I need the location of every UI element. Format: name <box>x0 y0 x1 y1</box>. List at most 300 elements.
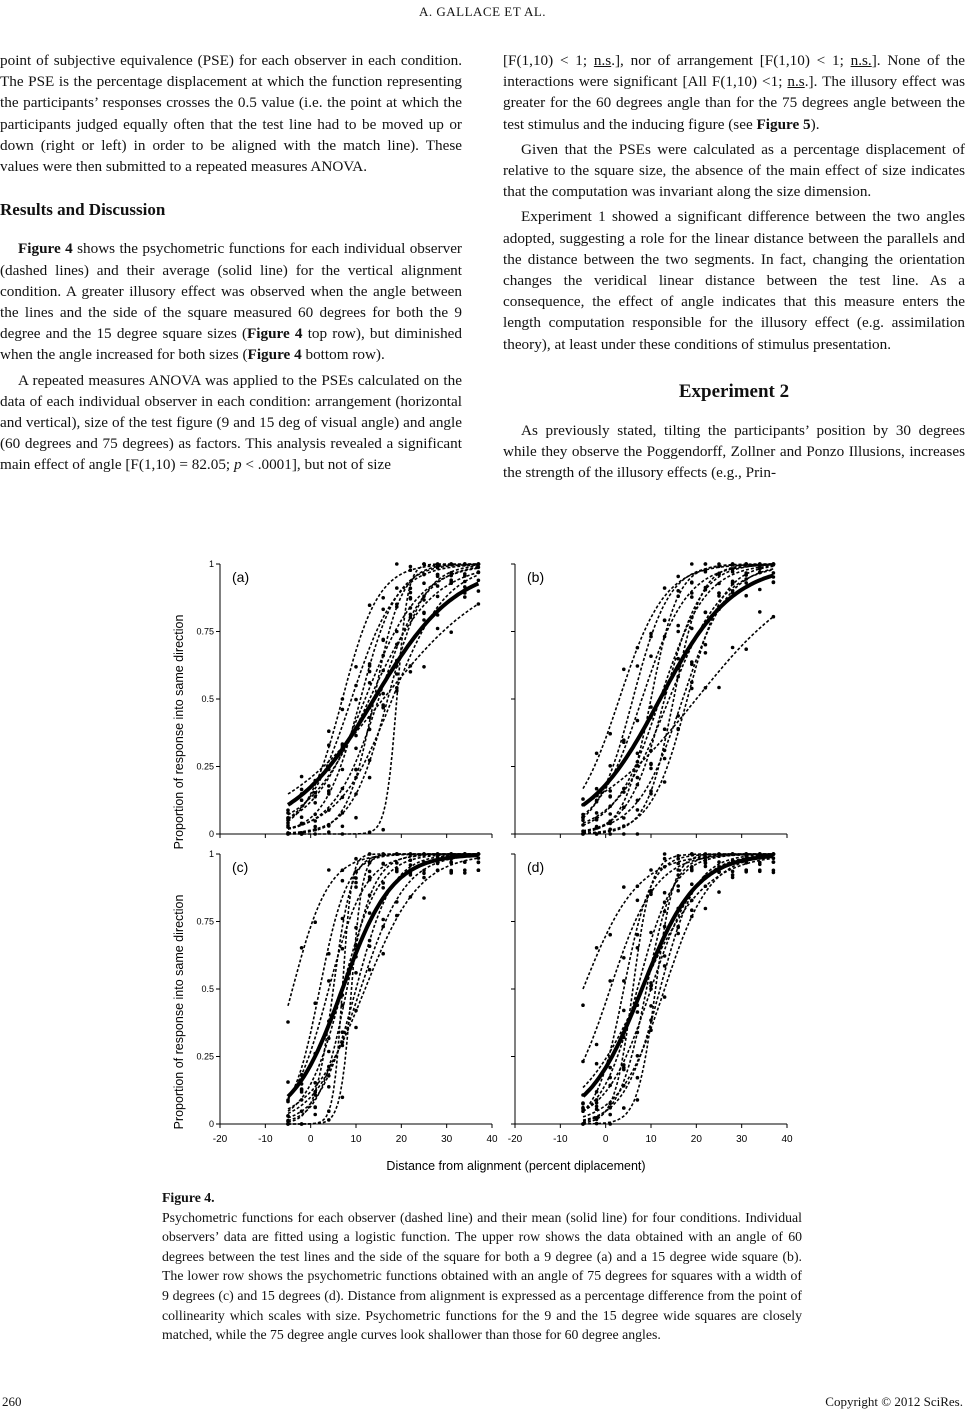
data-point <box>649 1018 653 1022</box>
data-point <box>622 885 626 889</box>
observer-curve <box>288 854 478 1118</box>
data-point <box>300 1109 304 1113</box>
data-point <box>608 812 612 816</box>
data-point <box>663 995 667 999</box>
observer-curve <box>583 566 773 833</box>
data-point <box>636 776 640 780</box>
data-point <box>704 907 708 911</box>
x-tick-label: 10 <box>350 1134 362 1145</box>
data-point <box>595 787 599 791</box>
data-point <box>368 830 372 834</box>
data-point <box>649 635 653 639</box>
data-point <box>758 567 762 571</box>
data-point <box>622 824 626 828</box>
data-point <box>327 743 331 747</box>
data-point <box>381 852 385 856</box>
data-point <box>663 749 667 753</box>
figure-ref[interactable]: Figure 4 <box>18 240 73 258</box>
x-tick-label: 0 <box>307 1134 314 1145</box>
data-point <box>676 624 680 628</box>
observer-curve <box>583 566 773 826</box>
data-point <box>690 865 694 869</box>
text-span: ). <box>810 115 820 133</box>
data-point <box>636 1098 640 1102</box>
data-point <box>300 775 304 779</box>
data-point <box>636 832 640 836</box>
data-point <box>622 1084 626 1088</box>
data-point <box>327 868 331 872</box>
data-point <box>436 584 440 588</box>
data-point <box>327 824 331 828</box>
x-tick-label: -20 <box>507 1134 523 1145</box>
data-point <box>622 979 626 983</box>
observer-curve <box>288 854 478 1121</box>
data-point <box>409 664 413 668</box>
copyright: Copyright © 2012 SciRes. <box>825 1394 963 1409</box>
data-point <box>341 947 345 951</box>
data-point <box>381 862 385 866</box>
data-point <box>354 881 358 885</box>
data-point <box>436 574 440 578</box>
data-point <box>690 660 694 664</box>
data-point <box>704 643 708 647</box>
data-point <box>581 1060 585 1064</box>
data-point <box>313 1001 317 1005</box>
data-point <box>381 918 385 922</box>
data-point <box>608 933 612 937</box>
data-point <box>758 588 762 592</box>
data-point <box>354 684 358 688</box>
data-point <box>313 920 317 924</box>
data-point <box>422 665 426 669</box>
data-point <box>704 562 708 566</box>
paragraph <box>0 238 462 365</box>
data-point <box>313 825 317 829</box>
data-point <box>704 865 708 869</box>
observer-curve <box>288 854 478 1098</box>
data-point <box>381 692 385 696</box>
data-point <box>354 665 358 669</box>
observer-curve <box>288 856 478 1114</box>
data-point <box>581 797 585 801</box>
observer-curve <box>583 854 773 1111</box>
data-point <box>636 1054 640 1058</box>
data-point <box>341 768 345 772</box>
data-point <box>636 764 640 768</box>
data-point <box>409 895 413 899</box>
data-point <box>422 871 426 875</box>
data-point <box>581 813 585 817</box>
data-point <box>313 832 317 836</box>
data-point <box>595 1043 599 1047</box>
right-column <box>503 50 965 488</box>
paragraph <box>503 50 965 135</box>
data-point <box>422 594 426 598</box>
data-point <box>595 946 599 950</box>
data-point <box>449 581 453 585</box>
data-point <box>744 594 748 598</box>
text-span: top row), but diminished when the angle increased for both sizes ( <box>0 325 462 364</box>
data-point <box>368 939 372 943</box>
data-point <box>581 1107 585 1111</box>
data-point <box>381 669 385 673</box>
data-point <box>772 615 776 619</box>
y-tick-label: 0.25 <box>196 1051 214 1062</box>
data-point <box>341 832 345 836</box>
data-point <box>649 763 653 767</box>
data-point <box>676 884 680 888</box>
observer-curve <box>583 855 773 1121</box>
data-point <box>649 767 653 771</box>
panel-label: (c) <box>232 859 249 875</box>
data-point <box>731 562 735 566</box>
data-point <box>286 818 290 822</box>
data-point <box>595 752 599 756</box>
x-tick-label: 0 <box>602 1134 609 1145</box>
data-point <box>676 862 680 866</box>
data-point <box>676 589 680 593</box>
data-point <box>704 686 708 690</box>
data-point <box>717 686 721 690</box>
y-tick-label: 1 <box>208 559 214 569</box>
x-tick-label: -10 <box>258 1134 273 1145</box>
data-point <box>581 1122 585 1126</box>
data-point <box>608 1076 612 1080</box>
data-point <box>327 790 331 794</box>
text-span: < .0001], but not of size <box>241 456 391 474</box>
data-point <box>409 568 413 572</box>
data-point <box>368 664 372 668</box>
data-point <box>368 681 372 685</box>
data-point <box>758 563 762 567</box>
data-point <box>286 1020 290 1024</box>
y-tick-label: 1 <box>208 849 214 859</box>
x-tick-label: 40 <box>781 1134 793 1145</box>
data-point <box>354 734 358 738</box>
data-point <box>772 871 776 875</box>
data-point <box>300 788 304 792</box>
data-point <box>354 971 358 975</box>
data-point <box>436 595 440 599</box>
data-point <box>422 876 426 880</box>
ns-link: n.s. <box>850 52 872 69</box>
data-point <box>581 1003 585 1007</box>
data-point <box>758 863 762 867</box>
data-point <box>581 819 585 823</box>
data-point <box>608 1113 612 1117</box>
data-point <box>354 816 358 820</box>
data-point <box>300 815 304 819</box>
data-point <box>731 570 735 574</box>
data-point <box>622 1009 626 1013</box>
observer-curve <box>288 564 478 829</box>
x-tick-label: 10 <box>645 1134 657 1145</box>
data-point <box>676 728 680 732</box>
data-point <box>772 562 776 566</box>
data-point <box>649 931 653 935</box>
data-point <box>300 1090 304 1094</box>
data-point <box>690 562 694 566</box>
data-point <box>395 630 399 634</box>
data-point <box>477 861 481 865</box>
data-point <box>368 944 372 948</box>
data-point <box>663 857 667 861</box>
data-point <box>436 627 440 631</box>
data-point <box>341 917 345 921</box>
observer-curve <box>583 854 773 1122</box>
data-point <box>422 896 426 900</box>
data-point <box>772 860 776 864</box>
data-point <box>422 852 426 856</box>
data-point <box>663 954 667 958</box>
ns-link: n.s <box>787 73 805 91</box>
data-point <box>381 596 385 600</box>
data-point <box>595 799 599 803</box>
data-point <box>354 747 358 751</box>
data-point <box>300 1122 304 1126</box>
data-point <box>636 783 640 787</box>
data-point <box>341 1040 345 1044</box>
data-point <box>690 595 694 599</box>
data-point <box>608 832 612 836</box>
data-point <box>690 882 694 886</box>
data-point <box>704 570 708 574</box>
data-point <box>354 857 358 861</box>
data-point <box>395 852 399 856</box>
data-point <box>676 932 680 936</box>
x-tick-label: -10 <box>553 1134 568 1145</box>
x-axis-label: Distance from alignment (percent diplacement) <box>386 1159 646 1173</box>
data-point <box>395 605 399 609</box>
data-point <box>663 925 667 929</box>
data-point <box>622 806 626 810</box>
data-point <box>663 780 667 784</box>
data-point <box>758 610 762 614</box>
data-point <box>690 581 694 585</box>
data-point <box>636 664 640 668</box>
data-point <box>327 1085 331 1089</box>
data-point <box>463 871 467 875</box>
data-point <box>663 619 667 623</box>
italic-p: p <box>233 456 242 474</box>
data-point <box>409 565 413 569</box>
data-point <box>368 870 372 874</box>
data-point <box>422 562 426 566</box>
data-point <box>690 591 694 595</box>
text-span: A repeated measures ANOVA was applied to the PSEs calculated on the data of each individual observer in each condition: arrangement (horizontal and vertical), size of the test figure (9 and 15 deg of visual angle) and angle (60 degrees and 75 degrees) as factors. This analysis revealed a significant main effect of angle [F(1,10) = 82.05; <box>0 371 462 474</box>
text-span: shows the psychometric functions for each individual observer (dashed lines) and their average (solid line) for the vertical alignment condition. A greater illusory effect was observed when the angle between the lines and the side of the square measured 60 degrees for both the 9 degree and the 15 degree square sizes ( <box>0 240 462 343</box>
data-point <box>704 861 708 865</box>
figure-ref[interactable]: Figure 4 <box>247 346 302 364</box>
data-point <box>622 1068 626 1072</box>
data-point <box>354 698 358 702</box>
observer-curve <box>583 570 773 823</box>
data-point <box>676 630 680 634</box>
psychometric-chart <box>165 552 805 1180</box>
data-point <box>368 759 372 763</box>
data-point <box>395 900 399 904</box>
data-point <box>313 1113 317 1117</box>
panel-label: (b) <box>527 569 545 585</box>
figure-ref[interactable]: Figure 5 <box>756 115 811 133</box>
data-point <box>663 964 667 968</box>
data-point <box>300 798 304 802</box>
data-point <box>477 602 481 606</box>
data-point <box>772 581 776 585</box>
data-point <box>581 1102 585 1106</box>
data-point <box>341 787 345 791</box>
data-point <box>690 680 694 684</box>
data-point <box>422 573 426 577</box>
data-point <box>622 668 626 672</box>
data-point <box>395 562 399 566</box>
data-point <box>581 823 585 827</box>
data-point <box>409 858 413 862</box>
paragraph: point of subjective equivalence (PSE) for each observer in each condition. The PSE is the percentage displacement at which the function representing the participants’ responses crosses the 0.5 value (i.e. the point at which the participants judged equally often that the test line had to be moved up or down (right or left) in order to be aligned with the match line). These values were then submitted to a repeated measures ANOVA. <box>0 52 462 176</box>
data-point <box>595 1090 599 1094</box>
data-point <box>381 705 385 709</box>
data-point <box>676 594 680 598</box>
data-point <box>663 900 667 904</box>
data-point <box>717 852 721 856</box>
data-point <box>744 577 748 581</box>
data-point <box>636 1010 640 1014</box>
data-point <box>422 612 426 616</box>
data-point <box>731 646 735 650</box>
data-point <box>636 808 640 812</box>
figure-caption <box>162 1188 802 1345</box>
data-point <box>690 908 694 912</box>
paragraph: Given that the PSEs were calculated as a percentage displacement of relative to the square size, the absence of the main effect of size indicates that the computation was invariant along the size dimension. <box>503 140 965 201</box>
data-point <box>341 708 345 712</box>
data-point <box>381 886 385 890</box>
data-point <box>341 811 345 815</box>
data-point <box>300 831 304 835</box>
data-point <box>300 946 304 950</box>
text-span: [F(1,10) < 1; <box>503 52 594 69</box>
data-point <box>368 603 372 607</box>
data-point <box>595 811 599 815</box>
y-axis-label-bottom: Proportion of response into same direction <box>172 894 186 1130</box>
data-point <box>327 1118 331 1122</box>
data-point <box>595 1062 599 1066</box>
caption-title: Figure 4. <box>162 1190 215 1205</box>
data-point <box>341 1096 345 1100</box>
data-point <box>286 1122 290 1126</box>
data-point <box>608 732 612 736</box>
data-point <box>636 760 640 764</box>
observer-curve <box>288 854 478 1111</box>
data-point <box>395 586 399 590</box>
data-point <box>477 579 481 583</box>
data-point <box>449 574 453 578</box>
data-point <box>463 595 467 599</box>
data-point <box>368 670 372 674</box>
data-point <box>395 686 399 690</box>
data-point <box>608 1084 612 1088</box>
data-point <box>313 801 317 805</box>
data-point <box>409 613 413 617</box>
data-point <box>663 865 667 869</box>
data-point <box>622 740 626 744</box>
data-point <box>341 825 345 829</box>
data-point <box>286 1100 290 1104</box>
data-point <box>690 915 694 919</box>
y-tick-label: 0 <box>208 1119 214 1129</box>
data-point <box>477 589 481 593</box>
data-point <box>608 1106 612 1110</box>
data-point <box>744 870 748 874</box>
panel-label: (d) <box>527 859 545 875</box>
data-point <box>341 1030 345 1034</box>
y-axis-label-top: Proportion of response into same direction <box>172 614 186 850</box>
data-point <box>704 651 708 655</box>
data-point <box>649 792 653 796</box>
data-point <box>731 873 735 877</box>
data-point <box>595 1098 599 1102</box>
paragraph: As previously stated, tilting the participants’ position by 30 degrees while they observe the Poggendorff, Zollner and Ponzo Illusions, increases the strength of the illusory effects (e.g., Prin- <box>503 422 965 482</box>
data-point <box>477 868 481 872</box>
data-point <box>313 1081 317 1085</box>
data-point <box>717 572 721 576</box>
data-point <box>690 687 694 691</box>
data-point <box>744 852 748 856</box>
text-span: .], nor of arrangement [F(1,10) < 1; <box>611 52 851 69</box>
data-point <box>313 795 317 799</box>
figure-ref[interactable]: Figure 4 <box>247 325 303 343</box>
data-point <box>649 868 653 872</box>
data-point <box>636 899 640 903</box>
data-point <box>717 890 721 894</box>
y-tick-label: 0.75 <box>196 916 214 927</box>
observer-curve <box>583 564 773 834</box>
data-point <box>731 852 735 856</box>
data-point <box>368 968 372 972</box>
data-point <box>636 719 640 723</box>
data-point <box>608 1066 612 1070</box>
data-point <box>663 852 667 856</box>
data-point <box>327 784 331 788</box>
data-point <box>341 697 345 701</box>
data-point <box>341 868 345 872</box>
observer-curve <box>288 854 478 1100</box>
data-point <box>690 852 694 856</box>
data-point <box>676 926 680 930</box>
experiment-heading: Experiment 2 <box>678 380 790 402</box>
data-point <box>313 1090 317 1094</box>
data-point <box>409 596 413 600</box>
data-point <box>758 870 762 874</box>
data-point <box>286 1080 290 1084</box>
data-point <box>286 1114 290 1118</box>
data-point <box>649 654 653 658</box>
data-point <box>368 776 372 780</box>
data-point <box>409 591 413 595</box>
section-heading: Results and Discussion <box>0 200 166 220</box>
data-point <box>636 933 640 937</box>
data-point <box>327 808 331 812</box>
data-point <box>595 818 599 822</box>
data-point <box>477 563 481 567</box>
data-point <box>608 764 612 768</box>
data-point <box>663 727 667 731</box>
x-tick-label: -20 <box>212 1134 228 1145</box>
data-point <box>354 768 358 772</box>
data-point <box>676 889 680 893</box>
data-point <box>327 979 331 983</box>
text-span: ]. None of the interactions were significant [All F(1,10) <1; <box>503 52 965 91</box>
data-point <box>327 729 331 733</box>
